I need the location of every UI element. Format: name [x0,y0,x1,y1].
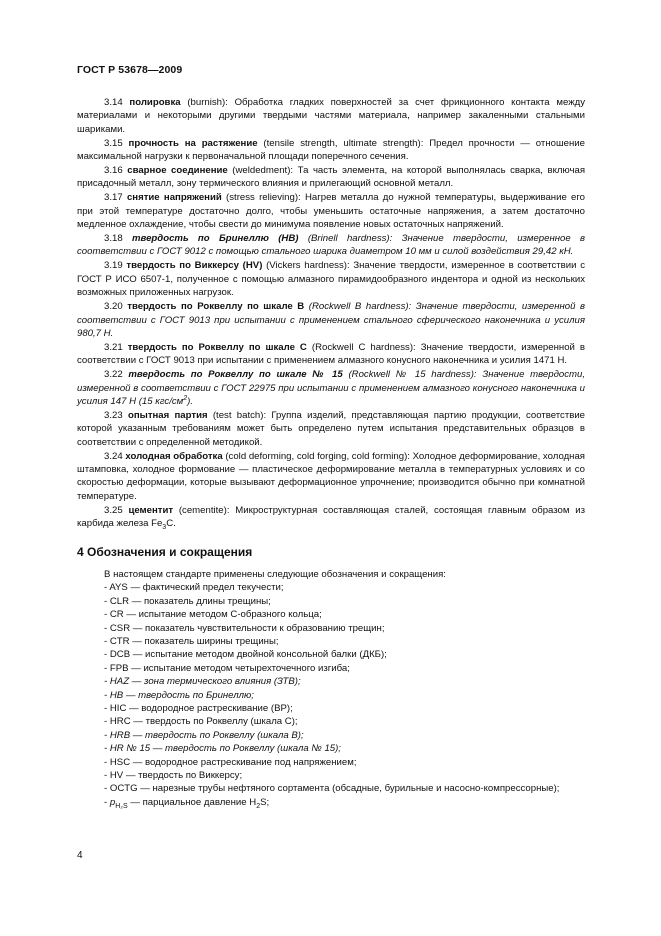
term-english: (Rockwell B hardness): [308,301,412,313]
term-english: (Rockwell № 15 hardness): [348,369,477,381]
term-3-17 [77,191,585,231]
list-item: - OCTG — нарезные трубы нефтяного сортамента (обсадные, бурильные и насосно-компрессорные); [104,783,560,795]
term-name: твердость по Роквеллу по шкале № 15 [128,369,343,381]
term-definition: Значение твердости, измеренное в соответствии с ГОСТ Р ИСО 6507-1, полученное с помощью алмазного пирамидообразного индентора и одной из нескольких возможных приложенных нагрузок. [77,260,585,299]
list-item: - HRC — твердость по Роквеллу (шкала С); [104,716,298,728]
term-english: (burnish): [187,97,228,108]
term-definition: Значение твердости, измеренной в соответствии с ГОСТ 9013 при испытании с применением алмазного конусного наконечника и усилия 1471 Н. [77,341,585,367]
list-item: - HR № 15 — твердость по Роквеллу (шкала № 15); [104,743,341,755]
term-3-20 [77,300,585,340]
term-definition: Нагрев металла до нужной температуры, выдерживание его при этой температуре достаточно долго, чтобы уменьшить остаточные напряжения, а затем достаточно медленное охлаждение, чтобы свести до минимума появление новых остаточных напряжений. [77,192,586,231]
term-definition: Значение твердости, измеренной в соответствии с ГОСТ 9013 при испытании с применением стального сферического наконечника и усилия 980,7 Н. [77,301,585,339]
list-item: - HRB — твердость по Роквеллу (шкала В); [104,729,304,741]
term-english: (weldedment): [232,165,294,177]
list-item: - CTR — показатель ширины трещины; [104,635,279,647]
list-item: - DCB — испытание методом двойной консольной балки (ДКБ); [104,649,387,661]
term-name: опытная партия [127,409,208,421]
term-name: цементит [128,504,174,516]
term-definition: Та часть элемента, на которой выполнялась сварка, включая присадочный металл, зону термического влияния и прилегающий основной металл. [77,165,586,190]
term-name: твердость по Бринеллю (HB) [132,233,299,245]
subscript: 3 [162,524,167,531]
term-name: холодная обработка [125,450,223,462]
list-item: - AYS — фактический предел текучести; [104,582,284,594]
list-item-partial-pressure [77,796,585,809]
term-3-24 [77,450,585,504]
term-definition: Группа изделий, представляющая партию продукции, соответствие которой указанным требованиям может быть определено путем испытания представительных образцов в соответствии с определенной методикой. [77,409,586,448]
term-name: сварное соединение [127,165,228,177]
term-name: полировка [129,97,181,108]
list-item-tail: S; [260,796,270,808]
term-number: 3.18 [104,233,123,245]
term-definition-tail: ). [187,395,194,407]
list-item: - CR — испытание методом С-образного кольца; [104,609,322,621]
term-number: 3.20 [104,301,123,313]
term-english: (cementite): [178,504,230,516]
term-number: 3.21 [104,341,123,353]
term-3-25 [77,504,585,531]
list-item: - FPB — испытание методом четырехточечного изгиба; [104,662,350,674]
superscript: 2 [183,394,188,402]
list-item: - HAZ — зона термического влияния (ЗТВ); [104,676,301,688]
term-definition: Холодное деформирование, холодная штамповка, холодное формование — пластическое деформирование металла в температурных условиях и со скоростью деформации, которые вызывают деформационное упрочнение; производится обычно при комнатной температуре. [77,450,585,502]
term-name: твердость по Роквеллу по шкале С [127,341,307,353]
term-name: прочность на растяжение [128,137,258,149]
term-3-18 [77,232,585,259]
term-3-16 [77,164,585,191]
term-number: 3.15 [104,137,123,149]
term-number: 3.14 [104,97,123,108]
term-definition: Предел прочности — отношение максимальной нагрузки к первоначальной площади поперечного сечения. [77,137,585,163]
section-intro: В настоящем стандарте применены следующие обозначения и сокращения: [104,568,446,580]
term-name: твердость по Виккерсу (HV) [126,260,263,272]
list-item: - HSC — водородное растрескивание под напряжением; [104,756,357,768]
term-english: (stress relieving): [226,192,301,204]
page-number: 4 [77,850,83,861]
term-3-22 [77,368,585,408]
term-3-15 [77,137,585,164]
symbol-subscript: H₂S [115,802,128,810]
term-number: 3.25 [104,504,123,516]
term-english: (tensile strength, ultimate strength): [263,137,424,149]
term-name: снятие напряжений [126,192,222,204]
section-heading: 4 Обозначения и сокращения [77,544,253,559]
term-number: 3.22 [104,369,123,381]
list-item: - CLR — показатель длины трещины; [104,595,271,607]
term-english: (Rockwell C hardness): [311,341,416,353]
term-3-23 [77,409,585,449]
document-code: ГОСТ Р 53678—2009 [77,64,183,76]
abbreviation-list [77,581,585,809]
list-item: - HV — твердость по Виккерсу; [104,770,243,781]
term-number: 3.16 [104,165,123,177]
term-number: 3.23 [104,409,123,421]
term-number: 3.24 [104,450,123,462]
list-item-text: — парциальное давление H [127,796,257,808]
page-content [77,96,585,809]
term-3-14 [77,96,585,136]
term-number: 3.17 [104,192,123,204]
term-3-19 [77,259,585,299]
term-number: 3.19 [104,260,123,272]
term-definition-text: Микроструктурная составляющая сталей, состоящая главным образом из карбида железа Fe [77,504,586,530]
term-english: (test batch): [212,409,267,421]
term-english: (Vickers hardness): [266,260,350,272]
term-english: (Brinell hardness): [307,233,393,245]
list-item: - HIC — водородное растрескивание (ВР); [104,702,293,714]
term-definition-tail: C. [166,518,176,530]
symbol: p [109,796,116,808]
term-name: твердость по Роквеллу по шкале В [127,301,305,313]
list-item: - CSR — показатель чувствительности к образованию трещин; [104,622,385,634]
term-definition: Обработка гладких поверхностей за счет фрикционного контакта между материалами и некоторыми другими твердыми частями материала, например закаленными стальными шариками. [77,97,586,135]
term-definition-text: Значение твердости, измеренной в соответствии с ГОСТ 22975 при испытании с применением алмазного конусного наконечника и усилия 147 Н (15 кгс/см [77,369,586,407]
term-3-21 [77,341,585,368]
list-item: - HB — твердость по Бринеллю; [104,689,254,701]
term-english: (cold deforming, cold forging, cold forming): [225,450,410,462]
list-item-prefix: - [104,796,110,808]
subscript: 2 [256,802,261,810]
term-definition: Значение твердости, измеренное в соответствии с ГОСТ 9012 с помощью стального шарика диаметром 10 мм и силой воздействия 29,42 кН. [77,233,586,258]
